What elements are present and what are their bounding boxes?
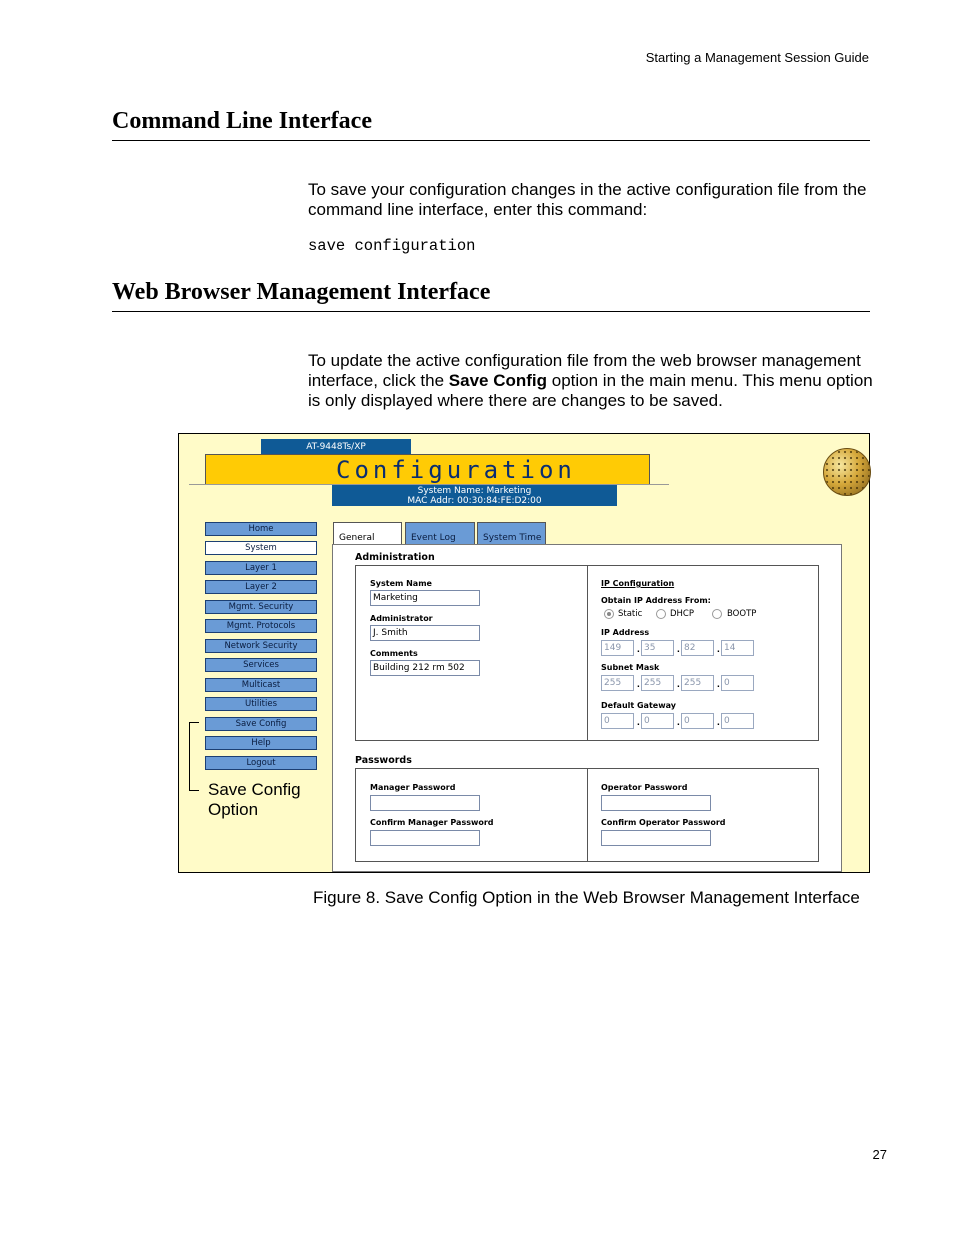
ip-address-dot: . bbox=[677, 644, 680, 655]
figure-caption: Figure 8. Save Config Option in the Web Browser Management Interface bbox=[313, 888, 860, 907]
gateway-octet-2[interactable]: 0 bbox=[641, 713, 674, 729]
gateway-dot: . bbox=[637, 717, 640, 728]
web-heading-rule bbox=[112, 311, 870, 312]
general-panel bbox=[332, 544, 842, 872]
ip-address-label: IP Address bbox=[601, 628, 650, 637]
menu-help[interactable]: Help bbox=[205, 736, 317, 750]
subnet-octet-2[interactable]: 255 bbox=[641, 675, 674, 691]
operator-password-label: Operator Password bbox=[601, 783, 688, 792]
menu-system[interactable]: System bbox=[205, 541, 317, 555]
bootp-radio[interactable] bbox=[712, 609, 722, 619]
web-paragraph-bold: Save Config bbox=[448, 371, 548, 390]
passwords-box bbox=[355, 768, 819, 862]
system-name-input[interactable]: Marketing bbox=[370, 590, 480, 606]
comments-input[interactable]: Building 212 rm 502 bbox=[370, 660, 480, 676]
menu-layer-1[interactable]: Layer 1 bbox=[205, 561, 317, 575]
configuration-banner: Configuration bbox=[205, 454, 650, 485]
ip-address-octet-4[interactable]: 14 bbox=[721, 640, 754, 656]
gateway-dot: . bbox=[677, 717, 680, 728]
cli-command: save configuration bbox=[308, 237, 476, 255]
bootp-radio-label: BOOTP bbox=[727, 609, 757, 619]
figure-screenshot bbox=[178, 433, 870, 873]
web-paragraph-before: To update the active configuration file from the web browser management interface, click the bbox=[308, 351, 861, 390]
tab-general[interactable]: General bbox=[333, 522, 402, 546]
system-info-bar bbox=[332, 485, 617, 506]
menu-layer-2[interactable]: Layer 2 bbox=[205, 580, 317, 594]
subnet-dot: . bbox=[677, 679, 680, 690]
ip-address-octet-1[interactable]: 149 bbox=[601, 640, 634, 656]
manager-password-label: Manager Password bbox=[370, 783, 456, 792]
administrator-input[interactable]: J. Smith bbox=[370, 625, 480, 641]
ip-address-dot: . bbox=[717, 644, 720, 655]
running-head: Starting a Management Session Guide bbox=[645, 50, 869, 65]
ip-address-octet-2[interactable]: 35 bbox=[641, 640, 674, 656]
cli-paragraph: To save your configuration changes in the active configuration file from the command line interface, enter this command: bbox=[308, 180, 867, 219]
tab-event-log[interactable]: Event Log bbox=[405, 522, 475, 546]
gateway-octet-3[interactable]: 0 bbox=[681, 713, 714, 729]
annotation-line-1: Save Config bbox=[208, 780, 301, 799]
globe-logo-icon bbox=[823, 448, 871, 496]
administration-divider bbox=[587, 566, 588, 740]
confirm-operator-password-label: Confirm Operator Password bbox=[601, 818, 726, 827]
confirm-manager-password-input[interactable] bbox=[370, 830, 480, 846]
system-name-label: System Name bbox=[370, 579, 432, 588]
administration-title: Administration bbox=[355, 552, 435, 563]
manager-password-input[interactable] bbox=[370, 795, 480, 811]
static-radio[interactable] bbox=[604, 609, 614, 619]
subnet-dot: . bbox=[717, 679, 720, 690]
web-paragraph-after: option in the main menu. This menu option is only displayed where there are changes to be saved. bbox=[308, 371, 873, 410]
menu-mgmt-security[interactable]: Mgmt. Security bbox=[205, 600, 317, 614]
confirm-manager-password-label: Confirm Manager Password bbox=[370, 818, 494, 827]
menu-network-security[interactable]: Network Security bbox=[205, 639, 317, 653]
confirm-operator-password-input[interactable] bbox=[601, 830, 711, 846]
default-gateway-label: Default Gateway bbox=[601, 701, 676, 710]
menu-home[interactable]: Home bbox=[205, 522, 317, 536]
menu-services[interactable]: Services bbox=[205, 658, 317, 672]
administration-box bbox=[355, 565, 819, 741]
annotation-label bbox=[208, 780, 301, 820]
administrator-label: Administrator bbox=[370, 614, 433, 623]
page-number: 27 bbox=[872, 1147, 887, 1162]
model-label: AT-9448Ts/XP bbox=[261, 439, 411, 455]
passwords-divider bbox=[587, 769, 588, 861]
subnet-octet-1[interactable]: 255 bbox=[601, 675, 634, 691]
gateway-dot: . bbox=[717, 717, 720, 728]
gateway-octet-4[interactable]: 0 bbox=[721, 713, 754, 729]
subnet-octet-4[interactable]: 0 bbox=[721, 675, 754, 691]
dhcp-radio-label: DHCP bbox=[670, 609, 694, 619]
menu-mgmt-protocols[interactable]: Mgmt. Protocols bbox=[205, 619, 317, 633]
obtain-ip-label: Obtain IP Address From: bbox=[601, 596, 711, 605]
menu-utilities[interactable]: Utilities bbox=[205, 697, 317, 711]
subnet-mask-label: Subnet Mask bbox=[601, 663, 660, 672]
cli-heading-rule bbox=[112, 140, 870, 141]
gateway-octet-1[interactable]: 0 bbox=[601, 713, 634, 729]
menu-multicast[interactable]: Multicast bbox=[205, 678, 317, 692]
cli-heading: Command Line Interface bbox=[112, 108, 372, 134]
static-radio-label: Static bbox=[618, 609, 643, 619]
ip-configuration-label: IP Configuration bbox=[601, 579, 675, 588]
annotation-line-2: Option bbox=[208, 800, 259, 819]
comments-label: Comments bbox=[370, 649, 418, 658]
menu-save-config[interactable]: Save Config bbox=[205, 717, 317, 731]
web-paragraph bbox=[308, 351, 873, 411]
dhcp-radio[interactable] bbox=[656, 609, 666, 619]
menu-logout[interactable]: Logout bbox=[205, 756, 317, 770]
subnet-octet-3[interactable]: 255 bbox=[681, 675, 714, 691]
subnet-dot: . bbox=[637, 679, 640, 690]
passwords-title: Passwords bbox=[355, 755, 412, 766]
ip-address-octet-3[interactable]: 82 bbox=[681, 640, 714, 656]
ip-address-dot: . bbox=[637, 644, 640, 655]
mac-address-line: MAC Addr: 00:30:84:FE:D2:00 bbox=[407, 496, 542, 506]
annotation-bracket bbox=[189, 722, 199, 791]
tab-system-time[interactable]: System Time bbox=[477, 522, 546, 546]
system-name-line: System Name: Marketing bbox=[417, 486, 532, 496]
web-heading: Web Browser Management Interface bbox=[112, 279, 491, 305]
operator-password-input[interactable] bbox=[601, 795, 711, 811]
